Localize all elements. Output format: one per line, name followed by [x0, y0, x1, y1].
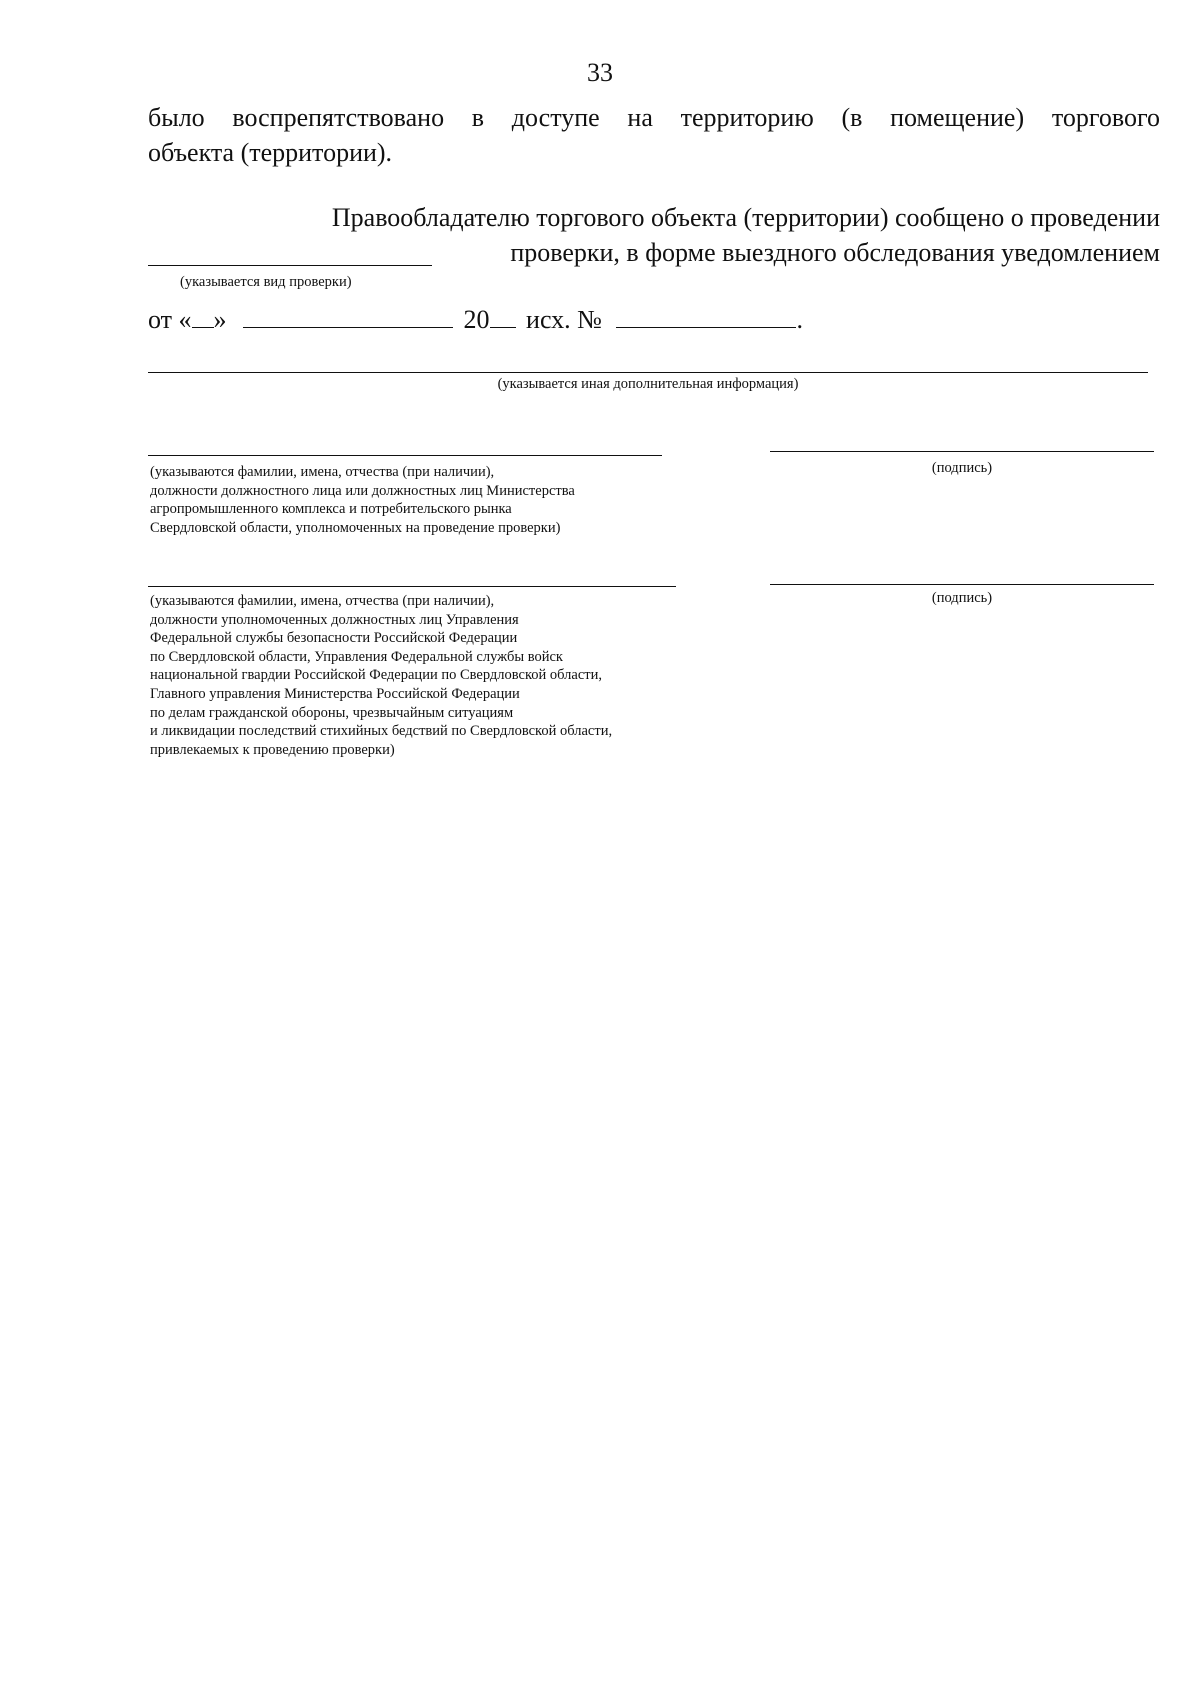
caption-line: Федеральной службы безопасности Российской Федерации: [150, 630, 518, 647]
additional-info-blank: [148, 372, 1148, 373]
officials-caption-1: [150, 463, 710, 537]
caption-line: национальной гвардии Российской Федерации по Свердловской области,: [150, 667, 602, 684]
check-type-blank: [148, 265, 432, 266]
caption-line: (указываются фамилии, имена, отчества (при наличии),: [150, 593, 495, 609]
paragraph2-line1: Правообладателю торгового объекта (территории) сообщено о проведении: [331, 203, 1160, 232]
officials-caption-2: [150, 592, 710, 759]
caption-line: должности должностного лица или должностных лиц Министерства: [150, 482, 575, 499]
paragraph1-line1: было воспрепятствовано в доступе на территорию (в помещение) торгового: [148, 103, 1160, 132]
date-prefix: от «: [148, 305, 192, 334]
page-number: 33: [587, 58, 613, 87]
date-quote-close: »: [213, 305, 227, 334]
day-blank: [192, 305, 214, 328]
month-blank: [243, 305, 453, 328]
year-prefix: 20: [463, 305, 490, 334]
signature-caption-1: (подпись): [931, 460, 993, 476]
paragraph2-line2: проверки, в форме выездного обследования уведомлением: [510, 238, 1160, 267]
caption-line: (указываются фамилии, имена, отчества (при наличии),: [150, 464, 495, 480]
check-type-caption: (указывается вид проверки): [180, 274, 352, 290]
caption-line: Свердловской области, уполномоченных на проведение проверки): [150, 519, 561, 536]
caption-line: и ликвидации последствий стихийных бедствий по Свердловской области,: [150, 723, 613, 740]
end-period: .: [796, 305, 803, 334]
caption-line: агропромышленного комплекса и потребительского рынка: [150, 501, 512, 518]
officials-name-blank-1: [148, 455, 662, 456]
outgoing-number-label: исх. №: [526, 305, 602, 334]
additional-info-caption: (указывается иная дополнительная информация): [497, 376, 799, 392]
caption-line: должности уполномоченных должностных лиц Управления: [150, 611, 519, 628]
caption-line: привлекаемых к проведению проверки): [150, 741, 395, 758]
outgoing-number-blank: [616, 305, 796, 328]
signature-blank-1: [770, 451, 1154, 452]
year-blank: [490, 305, 516, 328]
date-line: [148, 305, 803, 335]
caption-line: по делам гражданской обороны, чрезвычайным ситуациям: [150, 704, 514, 721]
officials-name-blank-2: [148, 586, 676, 587]
signature-blank-2: [770, 584, 1154, 585]
paragraph1-line2: объекта (территории).: [148, 138, 393, 167]
caption-line: Главного управления Министерства Российской Федерации: [150, 685, 520, 702]
caption-line: по Свердловской области, Управления Федеральной службы войск: [150, 648, 563, 665]
signature-caption-2: (подпись): [931, 590, 993, 606]
